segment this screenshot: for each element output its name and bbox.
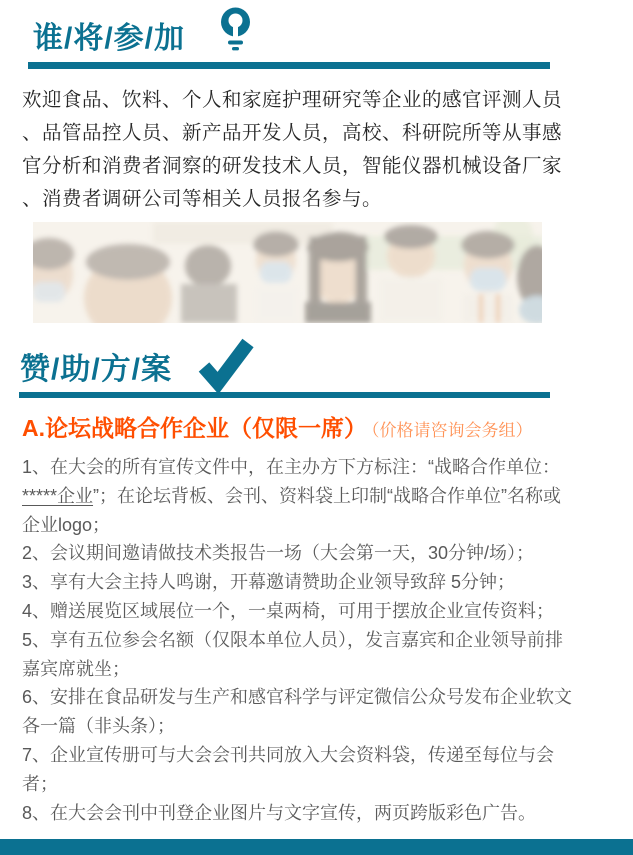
benefit-1-suffix: ”；在论坛背板、会刊、资料袋上印制“战略合作单位”名称或企业logo； (22, 485, 562, 535)
intro-line: 、消费者调研公司等相关人员报名参与。 (22, 188, 383, 210)
benefit-item-7: 7、企业宣传册可与大会会刊共同放入大会资料袋，传递至每位与会者； (22, 744, 555, 794)
plan-a-heading-row (22, 410, 622, 443)
who-intro-paragraph (22, 84, 574, 216)
benefit-item-5: 5、享有五位参会名额（仅限本单位人员），发言嘉宾和企业领导前排嘉宾席就坐； (22, 629, 564, 679)
intro-line: 欢迎食品、饮料、个人和家庭护理研究等企业的感官评测人员 (22, 89, 563, 111)
who-section-title: 谁/将/参/加 (33, 22, 186, 55)
plan-a-price-note: （价格请咨询会务组） (371, 421, 533, 440)
section-divider (19, 392, 550, 398)
intro-line: 官分析和消费者洞察的研发技术人员，智能仪器机械设备厂家 (22, 155, 563, 177)
section-divider (28, 62, 550, 69)
plan-a-title: A.论坛战略合作企业（仅限一席） (22, 415, 367, 441)
plan-a-benefits-list (22, 453, 574, 827)
benefit-item-3: 3、享有大会主持人鸣谢，开幕邀请赞助企业领导致辞 5分钟； (22, 572, 516, 593)
benefit-1-prefix: 1、在大会的所有宣传文件中，在主办方下方标注：“战略合作单位： (22, 457, 561, 477)
intro-line: 、品管品控人员、新产品开发人员，高校、科研院所等从事感 (22, 122, 563, 144)
benefit-item-6: 6、安排在食品研发与生产和感官科学与评定微信公众号发布企业软文各一篇（非头条）； (22, 687, 573, 737)
sponsor-section-title: 赞/助/方/案 (20, 353, 173, 386)
benefit-item-4: 4、赠送展览区域展位一个，一桌两椅，可用于摆放企业宣传资料； (22, 600, 555, 621)
bottom-accent-bar (0, 839, 633, 855)
conference-audience-photo (33, 222, 542, 323)
benefit-item-1 (22, 453, 574, 539)
checkmark-icon (197, 334, 255, 399)
benefit-item-2: 2、会议期间邀请做技术类报告一场（大会第一天，30分钟/场）； (22, 543, 535, 564)
lightbulb-icon (216, 5, 256, 62)
benefit-1-company-placeholder: *****企业 (22, 485, 94, 506)
benefit-item-8: 8、在大会会刊中刊登企业图片与文字宣传，两页跨版彩色广告。 (22, 802, 537, 823)
